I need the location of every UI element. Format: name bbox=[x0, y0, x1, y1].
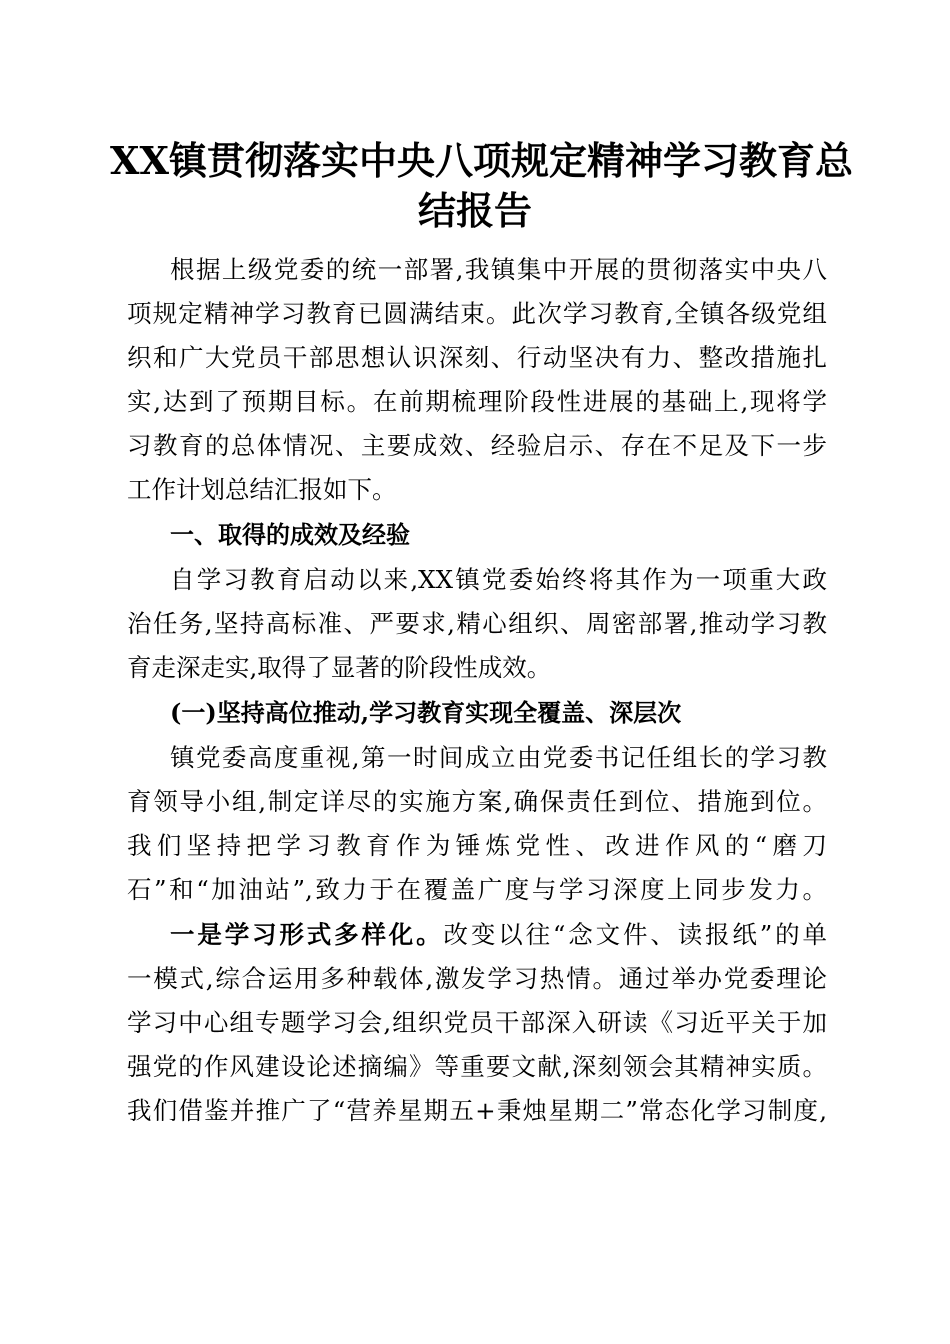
subsection-heading: (一)坚持高位推动,学习教育实现全覆盖、深层次 bbox=[170, 698, 682, 727]
paragraph-line: 石”和“加油站”,致力于在覆盖广度与学习深度上同步发力。 bbox=[127, 875, 827, 904]
paragraph-line: 项规定精神学习教育已圆满结束。此次学习教育,全镇各级党组 bbox=[127, 299, 827, 328]
paragraph-line: 我们坚持把学习教育作为锤炼党性、改进作风的“磨刀 bbox=[127, 831, 827, 860]
point-lead-in: 一是学习形式多样化。 bbox=[170, 920, 444, 949]
point-text: 改变以往“念文件、读报纸”的单 bbox=[443, 920, 827, 949]
paragraph-line: 实,达到了预期目标。在前期梳理阶段性进展的基础上,现将学 bbox=[127, 387, 827, 416]
paragraph-line: 育领导小组,制定详尽的实施方案,确保责任到位、措施到位。 bbox=[127, 787, 827, 816]
document-title-line-1: XX镇贯彻落实中央八项规定精神学习教育总 bbox=[110, 138, 853, 183]
paragraph-line: 治任务,坚持高标准、严要求,精心组织、周密部署,推动学习教 bbox=[127, 609, 827, 638]
paragraph-line: 镇党委高度重视,第一时间成立由党委书记任组长的学习教 bbox=[170, 743, 827, 772]
section-heading: 一、取得的成效及经验 bbox=[170, 521, 410, 549]
paragraph-line: 我们借鉴并推广了“营养星期五+秉烛星期二”常态化学习制度, bbox=[127, 1096, 827, 1125]
paragraph-line: 工作计划总结汇报如下。 bbox=[127, 475, 397, 504]
paragraph-line: 自学习教育启动以来,XX镇党委始终将其作为一项重大政 bbox=[170, 565, 827, 594]
paragraph-line: 学习中心组专题学习会,组织党员干部深入研读《习近平关于加 bbox=[127, 1008, 827, 1037]
paragraph-line: 一模式,综合运用多种载体,激发学习热情。通过举办党委理论 bbox=[127, 964, 827, 993]
paragraph-line: 织和广大党员干部思想认识深刻、行动坚决有力、整改措施扎 bbox=[127, 343, 827, 372]
paragraph-line bbox=[170, 920, 827, 949]
paragraph-line: 强党的作风建设论述摘编》等重要文献,深刻领会其精神实质。 bbox=[127, 1052, 827, 1081]
document-title-line-2: 结报告 bbox=[417, 188, 532, 233]
paragraph-line: 习教育的总体情况、主要成效、经验启示、存在不足及下一步 bbox=[127, 431, 827, 460]
paragraph-line: 育走深走实,取得了显著的阶段性成效。 bbox=[127, 653, 552, 682]
paragraph-line: 根据上级党委的统一部署,我镇集中开展的贯彻落实中央八 bbox=[170, 255, 827, 284]
